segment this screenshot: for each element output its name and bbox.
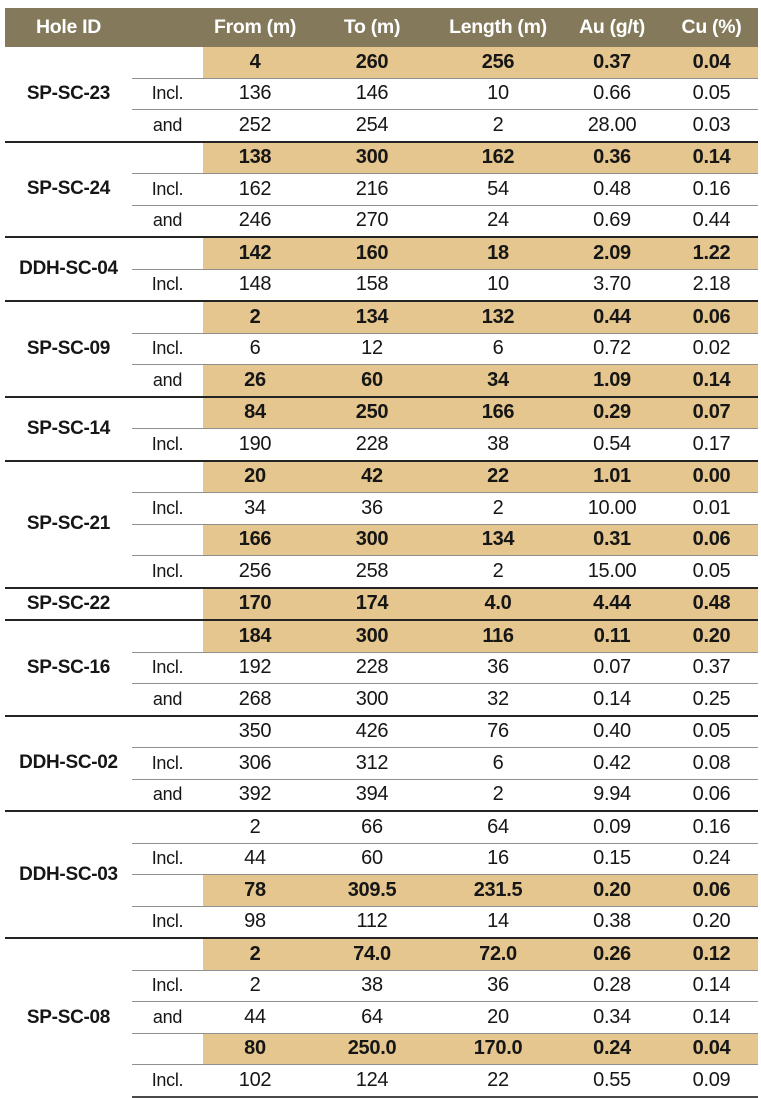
value-cell: 170 [203,588,307,621]
value-cell: 9.94 [559,779,665,811]
qualifier-cell: Incl. [132,493,203,525]
value-cell: 260 [307,47,437,78]
value-cell: 306 [203,748,307,780]
value-cell: 312 [307,748,437,780]
table-row [5,620,758,652]
value-cell: 256 [203,556,307,588]
value-cell: 0.37 [665,652,758,684]
value-cell: 0.05 [665,716,758,748]
value-cell: 0.40 [559,716,665,748]
qualifier-cell: and [132,205,203,237]
table-row [5,938,758,970]
value-cell: 300 [307,684,437,716]
table-row [5,301,758,333]
value-cell: 0.54 [559,429,665,461]
qualifier-cell [132,716,203,748]
drill-results-table-wrap [5,8,758,1098]
value-cell: 268 [203,684,307,716]
value-cell: 0.01 [665,493,758,525]
value-cell: 0.11 [559,620,665,652]
col-header-qualifier [132,8,203,47]
qualifier-cell: Incl. [132,1065,203,1097]
table-body [5,47,758,1097]
value-cell: 228 [307,652,437,684]
value-cell: 0.08 [665,748,758,780]
value-cell: 4.44 [559,588,665,621]
header-row [5,8,758,47]
qualifier-cell [132,588,203,621]
value-cell: 64 [307,1002,437,1034]
hole-id-cell: SP-SC-22 [5,588,132,621]
value-cell: 44 [203,1002,307,1034]
value-cell: 36 [437,652,559,684]
value-cell: 26 [203,365,307,397]
value-cell: 300 [307,524,437,556]
hole-id-cell: DDH-SC-02 [5,716,132,812]
value-cell: 2 [203,970,307,1002]
value-cell: 10 [437,78,559,110]
value-cell: 76 [437,716,559,748]
value-cell: 309.5 [307,875,437,907]
value-cell: 0.36 [559,142,665,174]
value-cell: 2 [203,301,307,333]
qualifier-cell: Incl. [132,652,203,684]
value-cell: 166 [203,524,307,556]
value-cell: 0.07 [665,397,758,429]
qualifier-cell [132,620,203,652]
qualifier-cell: and [132,684,203,716]
value-cell: 10.00 [559,493,665,525]
table-row [5,588,758,621]
value-cell: 74.0 [307,938,437,970]
value-cell: 44 [203,843,307,875]
value-cell: 0.25 [665,684,758,716]
value-cell: 15.00 [559,556,665,588]
value-cell: 0.28 [559,970,665,1002]
value-cell: 4.0 [437,588,559,621]
col-header-to: To (m) [307,8,437,47]
table-row [5,142,758,174]
value-cell: 231.5 [437,875,559,907]
value-cell: 18 [437,237,559,269]
value-cell: 54 [437,174,559,206]
value-cell: 0.66 [559,78,665,110]
value-cell: 0.09 [665,1065,758,1097]
value-cell: 38 [437,429,559,461]
value-cell: 20 [437,1002,559,1034]
value-cell: 300 [307,620,437,652]
value-cell: 0.24 [665,843,758,875]
qualifier-cell [132,47,203,78]
value-cell: 36 [437,970,559,1002]
qualifier-cell: Incl. [132,556,203,588]
value-cell: 160 [307,237,437,269]
value-cell: 0.00 [665,461,758,493]
table-row [5,47,758,78]
value-cell: 426 [307,716,437,748]
value-cell: 0.14 [665,1002,758,1034]
value-cell: 146 [307,78,437,110]
value-cell: 34 [203,493,307,525]
drill-results-table [5,8,758,1098]
qualifier-cell: Incl. [132,906,203,938]
value-cell: 0.03 [665,110,758,142]
qualifier-cell: Incl. [132,748,203,780]
value-cell: 166 [437,397,559,429]
value-cell: 254 [307,110,437,142]
value-cell: 394 [307,779,437,811]
value-cell: 6 [437,333,559,365]
col-header-au: Au (g/t) [559,8,665,47]
value-cell: 124 [307,1065,437,1097]
value-cell: 2.09 [559,237,665,269]
table-row [5,237,758,269]
value-cell: 216 [307,174,437,206]
value-cell: 148 [203,269,307,301]
table-row [5,716,758,748]
qualifier-cell: Incl. [132,429,203,461]
qualifier-cell: Incl. [132,174,203,206]
value-cell: 28.00 [559,110,665,142]
hole-id-cell: SP-SC-16 [5,620,132,716]
col-header-hole-id: Hole ID [5,8,132,47]
value-cell: 16 [437,843,559,875]
qualifier-cell [132,875,203,907]
value-cell: 0.20 [665,906,758,938]
value-cell: 1.09 [559,365,665,397]
value-cell: 0.26 [559,938,665,970]
value-cell: 0.17 [665,429,758,461]
value-cell: 0.06 [665,524,758,556]
qualifier-cell [132,142,203,174]
value-cell: 250.0 [307,1033,437,1065]
value-cell: 2 [437,556,559,588]
hole-id-cell: SP-SC-24 [5,142,132,238]
value-cell: 22 [437,461,559,493]
value-cell: 0.06 [665,779,758,811]
value-cell: 0.14 [665,365,758,397]
value-cell: 2 [437,110,559,142]
hole-id-cell: SP-SC-09 [5,301,132,397]
value-cell: 0.06 [665,301,758,333]
value-cell: 42 [307,461,437,493]
value-cell: 10 [437,269,559,301]
qualifier-cell: Incl. [132,843,203,875]
value-cell: 0.44 [665,205,758,237]
value-cell: 228 [307,429,437,461]
value-cell: 0.48 [559,174,665,206]
col-header-length: Length (m) [437,8,559,47]
value-cell: 0.20 [665,620,758,652]
value-cell: 38 [307,970,437,1002]
value-cell: 98 [203,906,307,938]
value-cell: 14 [437,906,559,938]
table-row [5,811,758,843]
value-cell: 136 [203,78,307,110]
value-cell: 36 [307,493,437,525]
value-cell: 246 [203,205,307,237]
value-cell: 0.16 [665,174,758,206]
value-cell: 0.16 [665,811,758,843]
value-cell: 0.14 [559,684,665,716]
value-cell: 258 [307,556,437,588]
value-cell: 2.18 [665,269,758,301]
value-cell: 134 [307,301,437,333]
value-cell: 24 [437,205,559,237]
value-cell: 0.06 [665,875,758,907]
value-cell: 66 [307,811,437,843]
value-cell: 132 [437,301,559,333]
hole-id-cell: SP-SC-08 [5,938,132,1097]
qualifier-cell: Incl. [132,970,203,1002]
value-cell: 32 [437,684,559,716]
value-cell: 158 [307,269,437,301]
value-cell: 1.22 [665,237,758,269]
value-cell: 22 [437,1065,559,1097]
qualifier-cell [132,811,203,843]
value-cell: 2 [203,811,307,843]
table-row [5,397,758,429]
value-cell: 12 [307,333,437,365]
value-cell: 0.09 [559,811,665,843]
value-cell: 0.04 [665,47,758,78]
value-cell: 162 [437,142,559,174]
value-cell: 134 [437,524,559,556]
hole-id-cell: SP-SC-21 [5,461,132,588]
value-cell: 72.0 [437,938,559,970]
value-cell: 0.44 [559,301,665,333]
value-cell: 0.69 [559,205,665,237]
value-cell: 4 [203,47,307,78]
value-cell: 392 [203,779,307,811]
value-cell: 102 [203,1065,307,1097]
value-cell: 170.0 [437,1033,559,1065]
value-cell: 60 [307,365,437,397]
table-row [5,461,758,493]
qualifier-cell: and [132,365,203,397]
hole-id-cell: SP-SC-23 [5,47,132,142]
qualifier-cell [132,938,203,970]
value-cell: 64 [437,811,559,843]
col-header-cu: Cu (%) [665,8,758,47]
value-cell: 0.55 [559,1065,665,1097]
value-cell: 116 [437,620,559,652]
qualifier-cell: and [132,779,203,811]
hole-id-cell: SP-SC-14 [5,397,132,461]
value-cell: 270 [307,205,437,237]
value-cell: 0.37 [559,47,665,78]
value-cell: 0.15 [559,843,665,875]
value-cell: 174 [307,588,437,621]
value-cell: 6 [437,748,559,780]
qualifier-cell [132,524,203,556]
hole-id-cell: DDH-SC-04 [5,237,132,301]
value-cell: 20 [203,461,307,493]
value-cell: 192 [203,652,307,684]
qualifier-cell [132,237,203,269]
qualifier-cell [132,397,203,429]
value-cell: 142 [203,237,307,269]
value-cell: 250 [307,397,437,429]
value-cell: 0.04 [665,1033,758,1065]
qualifier-cell: Incl. [132,78,203,110]
value-cell: 0.29 [559,397,665,429]
value-cell: 0.72 [559,333,665,365]
value-cell: 300 [307,142,437,174]
value-cell: 0.20 [559,875,665,907]
qualifier-cell: Incl. [132,269,203,301]
value-cell: 80 [203,1033,307,1065]
value-cell: 0.05 [665,78,758,110]
value-cell: 112 [307,906,437,938]
value-cell: 252 [203,110,307,142]
col-header-from: From (m) [203,8,307,47]
value-cell: 0.31 [559,524,665,556]
qualifier-cell: and [132,1002,203,1034]
qualifier-cell: Incl. [132,333,203,365]
value-cell: 0.02 [665,333,758,365]
value-cell: 60 [307,843,437,875]
value-cell: 162 [203,174,307,206]
value-cell: 34 [437,365,559,397]
value-cell: 0.14 [665,142,758,174]
value-cell: 0.12 [665,938,758,970]
hole-id-cell: DDH-SC-03 [5,811,132,938]
qualifier-cell: and [132,110,203,142]
value-cell: 2 [437,493,559,525]
value-cell: 184 [203,620,307,652]
value-cell: 0.34 [559,1002,665,1034]
value-cell: 0.07 [559,652,665,684]
value-cell: 138 [203,142,307,174]
value-cell: 84 [203,397,307,429]
value-cell: 0.42 [559,748,665,780]
qualifier-cell [132,301,203,333]
value-cell: 0.48 [665,588,758,621]
value-cell: 256 [437,47,559,78]
value-cell: 0.14 [665,970,758,1002]
value-cell: 0.24 [559,1033,665,1065]
value-cell: 78 [203,875,307,907]
value-cell: 2 [437,779,559,811]
value-cell: 0.05 [665,556,758,588]
value-cell: 350 [203,716,307,748]
value-cell: 0.38 [559,906,665,938]
value-cell: 2 [203,938,307,970]
qualifier-cell [132,461,203,493]
value-cell: 1.01 [559,461,665,493]
value-cell: 190 [203,429,307,461]
value-cell: 3.70 [559,269,665,301]
value-cell: 6 [203,333,307,365]
